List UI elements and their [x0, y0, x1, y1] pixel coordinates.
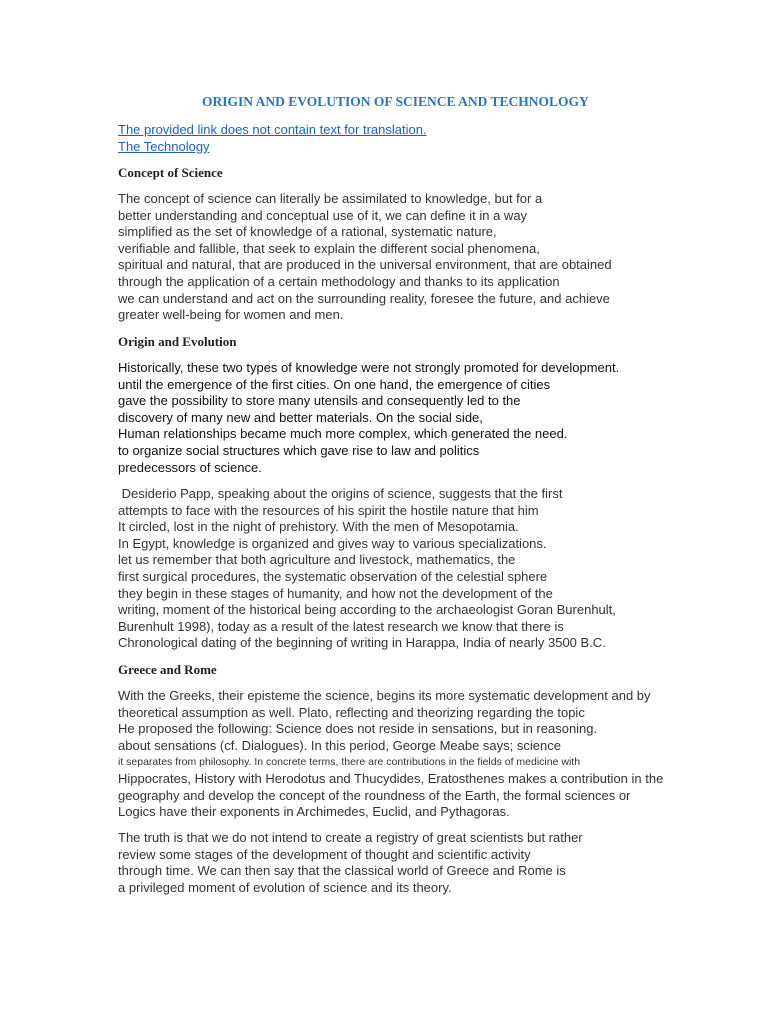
text-line: it separates from philosophy. In concrete terms, there are contributions in the fields of medicine with — [118, 756, 581, 769]
text-line: about sensations (cf. Dialogues). In this period, George Meabe says; science — [118, 737, 561, 753]
paragraph-greece-1 — [118, 688, 678, 821]
text-line: Desiderio Papp, speaking about the origins of science, suggests that the first — [118, 486, 563, 501]
text-line: Hippocrates, History with Herodotus and Thucydides, Eratosthenes makes a contribution in the — [118, 770, 664, 786]
technology-link[interactable]: The Technology — [118, 139, 210, 154]
text-line: The concept of science can literally be assimilated to knowledge, but for a — [118, 191, 543, 206]
text-line: they begin in these stages of humanity, and how not the development of the — [118, 585, 553, 601]
section-heading-origin-and-evolution: Origin and Evolution — [118, 334, 237, 349]
text-line: With the Greeks, their episteme the science, begins its more systematic development and by — [118, 688, 651, 703]
text-line: through the application of a certain methodology and thanks to its application — [118, 273, 560, 289]
text-line: through time. We can then say that the classical world of Greece and Rome is — [118, 863, 566, 879]
text-line: first surgical procedures, the systematic observation of the celestial sphere — [118, 568, 548, 584]
document-title: ORIGIN AND EVOLUTION OF SCIENCE AND TECHNOLOGY — [202, 94, 589, 109]
paragraph-origin-1 — [118, 360, 678, 476]
text-line: writing, moment of the historical being according to the archaeologist Goran Burenhult, — [118, 602, 616, 618]
text-line: to organize social structures which gave rise to law and politics — [118, 442, 480, 458]
paragraph-greece-2 — [118, 830, 678, 896]
text-line: In Egypt, knowledge is organized and gives way to various specializations. — [118, 535, 547, 551]
text-line: geography and develop the concept of the roundness of the Earth, the formal sciences or — [118, 787, 631, 803]
text-line: It circled, lost in the night of prehistory. With the men of Mesopotamia. — [118, 519, 519, 535]
text-line: we can understand and act on the surrounding reality, foresee the future, and achieve — [118, 290, 610, 306]
text-line: gave the possibility to store many utensils and consequently led to the — [118, 393, 521, 409]
text-line: better understanding and conceptual use of it, we can define it in a way — [118, 207, 528, 223]
text-line: theoretical assumption as well. Plato, reflecting and theorizing regarding the topic — [118, 704, 585, 720]
text-line: discovery of many new and better materials. On the social side, — [118, 409, 483, 425]
translation-notice-link[interactable]: The provided link does not contain text for translation. — [118, 122, 427, 137]
text-line: verifiable and fallible, that seek to explain the different social phenomena, — [118, 240, 540, 256]
section-heading-concept-of-science: Concept of Science — [118, 165, 223, 180]
text-line: Human relationships became much more complex, which generated the need. — [118, 426, 568, 442]
paragraph-concept-of-science — [118, 191, 678, 324]
section-heading-greece-and-rome: Greece and Rome — [118, 662, 217, 677]
text-line: Chronological dating of the beginning of writing in Harappa, India of nearly 3500 B.C. — [118, 635, 606, 651]
text-line: a privileged moment of evolution of science and its theory. — [118, 879, 452, 895]
paragraph-origin-2 — [118, 486, 678, 652]
text-line: greater well-being for women and men. — [118, 307, 344, 323]
text-line: let us remember that both agriculture and livestock, mathematics, the — [118, 552, 516, 568]
text-line: The truth is that we do not intend to create a registry of great scientists but rather — [118, 830, 583, 845]
text-line: predecessors of science. — [118, 459, 262, 475]
text-line: spiritual and natural, that are produced in the universal environment, that are obtained — [118, 257, 612, 273]
text-line: Burenhult 1998), today as a result of the latest research we know that there is — [118, 618, 564, 634]
text-line: review some stages of the development of thought and scientific activity — [118, 846, 531, 862]
text-line: simplified as the set of knowledge of a rational, systematic nature, — [118, 224, 497, 240]
text-line: Historically, these two types of knowledge were not strongly promoted for development. — [118, 360, 620, 375]
text-line: He proposed the following: Science does not reside in sensations, but in reasoning. — [118, 721, 598, 737]
text-line: attempts to face with the resources of his spirit the hostile nature that him — [118, 502, 539, 518]
text-line: until the emergence of the first cities. On one hand, the emergence of cities — [118, 376, 551, 392]
text-line: Logics have their exponents in Archimedes, Euclid, and Pythagoras. — [118, 804, 510, 820]
